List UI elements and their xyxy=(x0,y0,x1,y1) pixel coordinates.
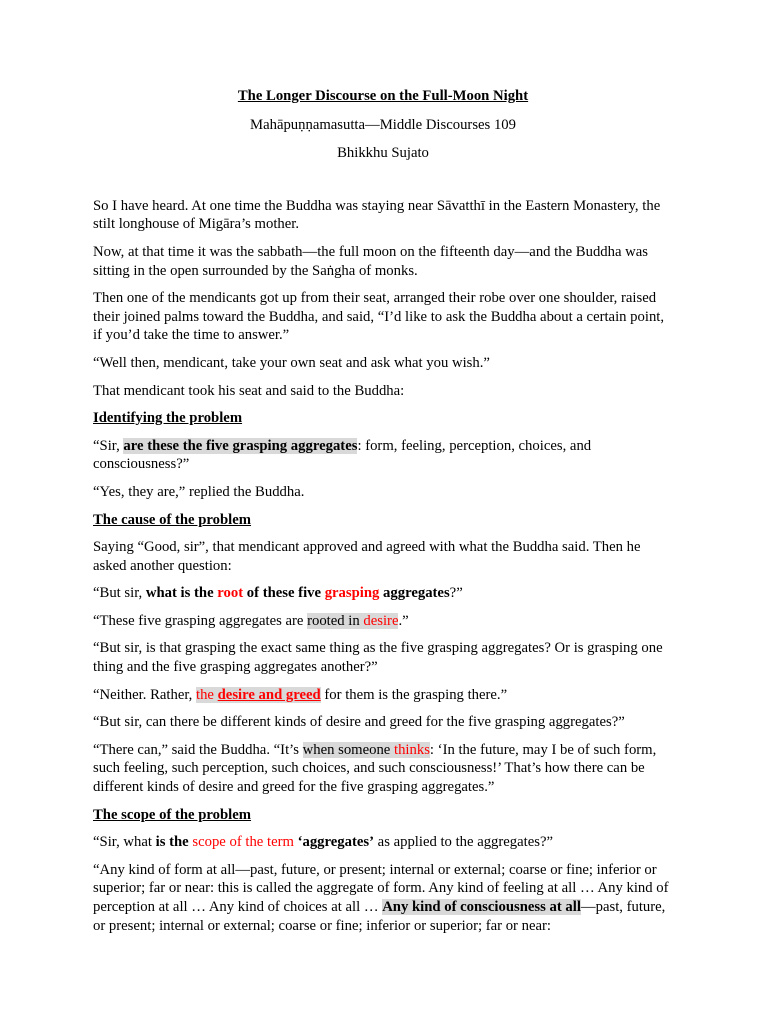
section-heading xyxy=(93,409,673,428)
paragraph xyxy=(93,354,673,373)
text-run: scope of the term xyxy=(192,834,294,851)
text-run: ?” xyxy=(449,585,463,602)
text-run: “Well then, mendicant, take your own seat and ask what you wish.” xyxy=(93,354,490,371)
text-run: “But sir, can there be different kinds of desire and greed for the five grasping aggregates?” xyxy=(93,714,625,731)
text-run: So I have heard. At one time the Buddha was staying near Sāvatthī in the Eastern Monastery, the stilt longhouse of Migāra’s mother. xyxy=(93,197,661,233)
text-run: “Sir, xyxy=(93,437,124,454)
section-heading xyxy=(93,806,673,825)
paragraph xyxy=(93,437,673,474)
paragraph xyxy=(93,713,673,732)
text-run: The scope of the problem xyxy=(93,806,252,823)
text-run: “But sir, is that grasping the exact same thing as the five grasping aggregates? Or is grasping one thing and the five grasping aggregates another?” xyxy=(93,640,663,676)
text-run: “Any kind of form at all—past, future, or present; internal or external; coarse or fine; inferior or superior; far or near: this is called the aggregate of form. Any kind of feeling at all … Any kind of perception at all … Any kind of choices at all … xyxy=(93,861,669,915)
text-run: for them is the grasping there.” xyxy=(320,686,508,703)
paragraph xyxy=(93,741,673,797)
text-run: “There can,” said the Buddha. “It’s xyxy=(93,741,303,758)
paragraph xyxy=(93,197,673,234)
text-run: Saying “Good, sir”, that mendicant approved and agreed with what the Buddha said. Then he asked another question: xyxy=(93,539,641,574)
section-heading xyxy=(93,511,673,530)
text-run: what is the xyxy=(145,585,218,602)
text-run: is the xyxy=(155,834,193,851)
document-author: Bhikkhu Sujato xyxy=(337,145,429,162)
text-run: “These five grasping aggregates are xyxy=(93,612,308,629)
text-run: as applied to the aggregates?” xyxy=(374,834,554,851)
text-run: The cause of the problem xyxy=(93,511,252,528)
text-run: “Sir, what xyxy=(93,834,156,851)
highlighted-text: the xyxy=(196,686,218,703)
paragraph xyxy=(93,243,673,280)
paragraph xyxy=(93,584,673,603)
text-run: ‘aggregates’ xyxy=(293,834,374,851)
text-run: : ‘In the future, may I be of such form, such feeling, such perception, such choices, and such consciousness!’ That’s how there can be different kinds of desire and greed for the five grasping aggregates.” xyxy=(93,741,657,796)
text-run: That mendicant took his seat and said to the Buddha: xyxy=(93,382,405,399)
paragraph xyxy=(93,289,673,345)
text-run: Then one of the mendicants got up from their seat, arranged their robe over one shoulder, raised their joined palms toward the Buddha, and said, “I’d like to ask the Buddha about a certain point, if you’d take the time to answer.” xyxy=(93,290,665,344)
highlighted-text: Any kind of consciousness at all xyxy=(382,899,581,915)
text-run: : form, feeling, perception, choices, and consciousness?” xyxy=(93,437,592,473)
text-run: aggregates xyxy=(379,585,450,602)
document-title: The Longer Discourse on the Full-Moon Night xyxy=(237,88,529,104)
text-run: “Neither. Rather, xyxy=(93,686,196,703)
text-run: Now, at that time it was the sabbath—the full moon on the fifteenth day—and the Buddha was sitting in the open surrounded by the Saṅgha of monks. xyxy=(93,243,649,279)
document-subtitle: Mahāpuṇṇamasutta—Middle Discourses 109 xyxy=(250,116,516,133)
paragraph xyxy=(93,861,673,935)
text-run: —past, future, or present; internal or external; coarse or fine; inferior or superior; far or near: xyxy=(93,899,666,934)
paragraph xyxy=(93,639,673,676)
paragraph xyxy=(93,483,673,502)
highlighted-text: when someone xyxy=(302,741,394,758)
text-run: root xyxy=(217,585,244,602)
paragraph xyxy=(93,382,673,401)
paragraph xyxy=(93,833,673,852)
text-run: grasping xyxy=(324,585,380,602)
title-block xyxy=(93,87,673,163)
highlighted-text: rooted in xyxy=(307,612,364,629)
document-body xyxy=(93,197,673,935)
text-run: “But sir, xyxy=(93,585,146,602)
text-run: .” xyxy=(398,612,409,629)
paragraph xyxy=(93,538,673,575)
highlighted-text: are these the five grasping aggregates xyxy=(123,437,358,454)
highlighted-text: desire xyxy=(363,612,399,629)
paragraph xyxy=(93,686,673,705)
highlighted-text: thinks xyxy=(394,741,430,758)
text-run: of these five xyxy=(243,585,325,602)
paragraph xyxy=(93,612,673,631)
highlighted-text: desire and greed xyxy=(217,686,321,703)
text-run: “Yes, they are,” replied the Buddha. xyxy=(93,483,305,500)
text-run: Identifying the problem xyxy=(93,410,243,427)
